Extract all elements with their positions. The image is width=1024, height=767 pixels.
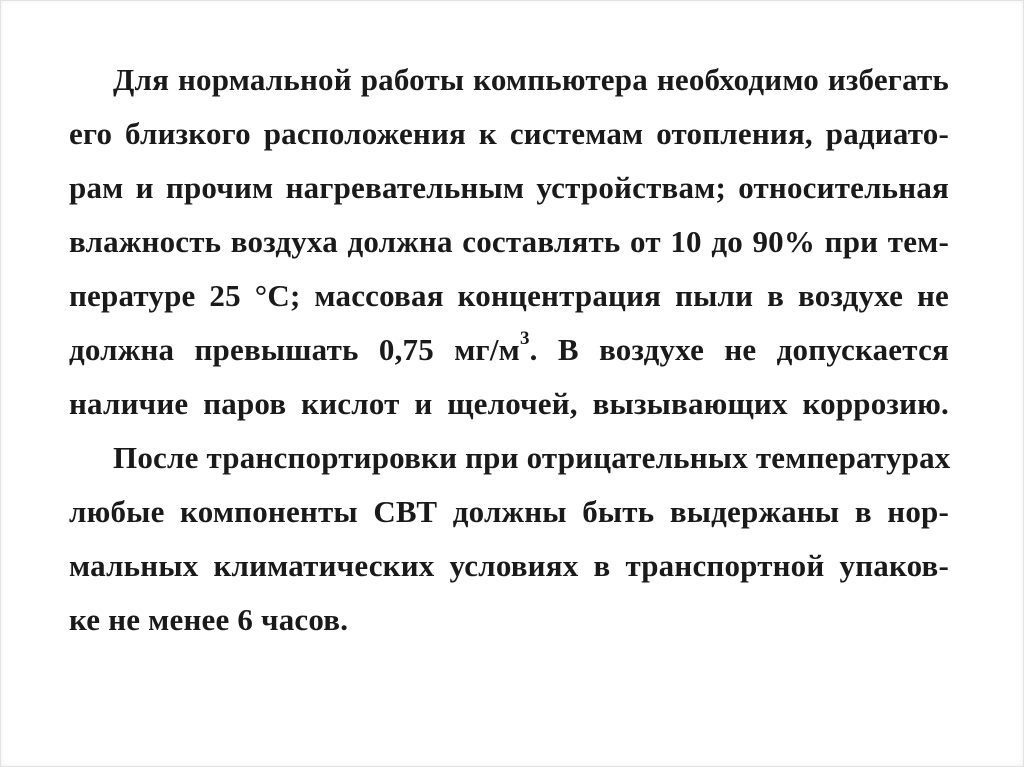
superscript-exponent: 3 xyxy=(519,328,530,349)
text-line: любые компоненты СВТ должны быть выдержаны в нор- xyxy=(69,494,949,529)
text-segment: должна превышать 0,75 мг/м xyxy=(69,332,520,367)
text-line: ке не менее 6 часов. xyxy=(69,602,349,637)
text-line: пературе 25 °С; массовая концентрация пыли в воздухе не xyxy=(69,278,949,313)
text-segment: . В воздухе не допускается xyxy=(529,332,950,367)
text-line: Для нормальной работы компьютера необходимо избегать xyxy=(113,62,949,97)
text-line: его близкого расположения к системам отопления, радиато- xyxy=(69,116,949,151)
text-line: рам и прочим нагревательным устройствам; относительная xyxy=(69,170,949,205)
text-line: После транспортировки при отрицательных температурах xyxy=(113,440,951,475)
text-line: влажность воздуха должна составлять от 10 до 90% при тем- xyxy=(69,224,949,259)
text-line: наличие паров кислот и щелочей, вызывающих коррозию. xyxy=(69,386,949,421)
body-paragraph xyxy=(69,53,949,647)
text-line: мальных климатических условиях в транспортной упаков- xyxy=(69,548,949,583)
text-line-with-superscript xyxy=(69,323,949,377)
